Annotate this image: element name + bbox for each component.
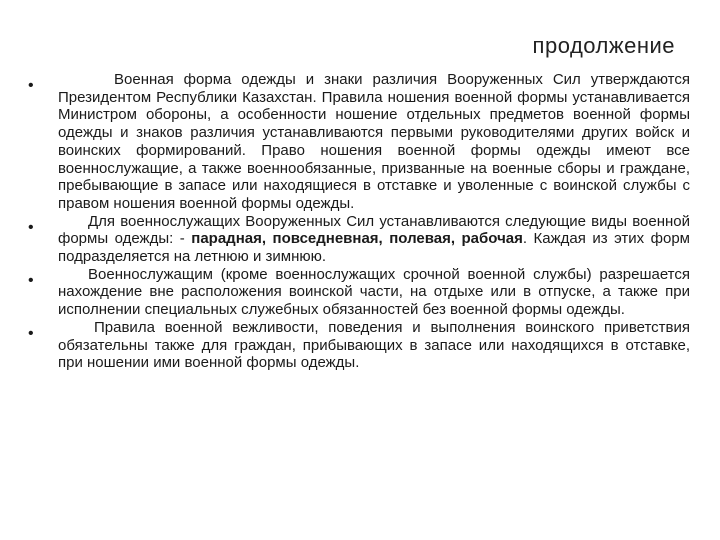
list-item — [28, 266, 690, 319]
paragraph-text: Для военнослужащих Вооруженных Сил устанавливаются следующие виды военной формы одежды: - — [58, 212, 690, 248]
list-item — [28, 71, 690, 213]
list-item — [28, 213, 690, 266]
bullet-list — [28, 71, 690, 372]
paragraph-text: . Каждая из этих форм подразделяется на летнюю и зимнюю. — [58, 230, 690, 266]
uniform-types-bold: парадная, повседневная, полевая, рабочая — [191, 230, 523, 248]
paragraph-uniform-types — [58, 213, 690, 266]
paragraph-civilian-clothing: Военнослужащим (кроме военнослужащих срочной военной службы) разрешается нахождение вне расположения воинской части, на отдыхе или в отпуске, а также при исполнении специальных служебных обязанностей без военной формы одежды. — [58, 265, 690, 319]
list-item — [28, 319, 690, 372]
bullet-icon: • — [28, 271, 34, 289]
bullet-icon: • — [28, 77, 34, 94]
paragraph-military-courtesy: Правила военной вежливости, поведения и выполнения воинского приветствия обязательны также для граждан, прибывающих в запасе или находящихся в отставке, при ношении ими военной формы одежды. — [58, 318, 690, 372]
bullet-icon: • — [28, 324, 34, 342]
bullet-icon: • — [28, 218, 34, 236]
slide-title: продолжение — [532, 33, 675, 58]
paragraph-uniform-rules: Военная форма одежды и знаки различия Вооруженных Сил утверждаются Президентом Республики Казахстан. Правила ношения военной формы устанавливается Министром обороны, а особенности ношение отдельных предметов военной формы одежды и знаков различия устанавливаются первыми руководителями других войск и воинских формирований. Право ношения военной формы одежды имеют все военнослужащие, а также военнообязанные, призванные на военные сборы и граждане, пребывающие в запасе или находящиеся в отставке и уволенные с воинской службы с правом ношения военной формы одежды. — [58, 71, 690, 212]
